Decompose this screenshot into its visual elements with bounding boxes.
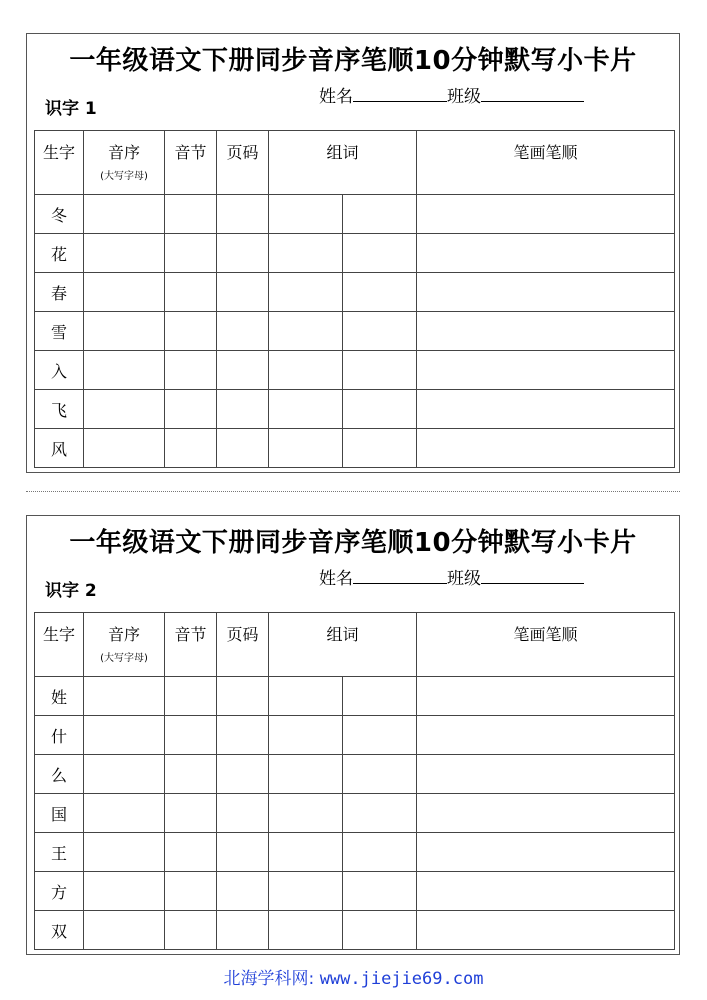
header-strokes: 笔画笔顺: [417, 131, 675, 195]
card-title: 一年级语文下册同步音序笔顺10分钟默写小卡片: [69, 528, 637, 558]
table-row: [35, 273, 675, 312]
word-cell-1[interactable]: [269, 755, 343, 794]
strokes-cell[interactable]: [417, 234, 675, 273]
footer-url[interactable]: www.jiejie69.com: [319, 969, 484, 989]
header-syllable: 音节: [165, 613, 217, 677]
word-cell-2[interactable]: [343, 312, 417, 351]
word-cell-2[interactable]: [343, 911, 417, 950]
pinyin-order-cell[interactable]: [84, 234, 165, 273]
page-cell[interactable]: [217, 755, 269, 794]
syllable-cell[interactable]: [165, 312, 217, 351]
pinyin-order-cell[interactable]: [84, 351, 165, 390]
table-row: [35, 351, 675, 390]
word-cell-2[interactable]: [343, 716, 417, 755]
syllable-cell[interactable]: [165, 911, 217, 950]
page-cell[interactable]: [217, 794, 269, 833]
class-field[interactable]: [481, 567, 584, 584]
char-cell: 花: [35, 234, 84, 273]
char-cell: 么: [35, 755, 84, 794]
word-cell-2[interactable]: [343, 755, 417, 794]
syllable-cell[interactable]: [165, 390, 217, 429]
word-cell-1[interactable]: [269, 312, 343, 351]
table-row: [35, 716, 675, 755]
word-cell-2[interactable]: [343, 351, 417, 390]
name-field[interactable]: [353, 567, 447, 584]
pinyin-order-cell[interactable]: [84, 911, 165, 950]
table-row: [35, 429, 675, 468]
syllable-cell[interactable]: [165, 794, 217, 833]
syllable-cell[interactable]: [165, 833, 217, 872]
pinyin-order-cell[interactable]: [84, 429, 165, 468]
pinyin-order-cell[interactable]: [84, 755, 165, 794]
pinyin-order-cell[interactable]: [84, 390, 165, 429]
char-cell: 冬: [35, 195, 84, 234]
header-words: 组词: [269, 131, 417, 195]
page-cell[interactable]: [217, 429, 269, 468]
header-pinyin-order-note: (大写字母): [100, 653, 148, 664]
footer-site-name: 北海学科网:: [223, 969, 315, 989]
strokes-cell[interactable]: [417, 794, 675, 833]
name-label: 姓名: [319, 87, 353, 107]
char-cell: 雪: [35, 312, 84, 351]
pinyin-order-cell[interactable]: [84, 794, 165, 833]
word-cell-2[interactable]: [343, 677, 417, 716]
strokes-cell[interactable]: [417, 351, 675, 390]
page-cell[interactable]: [217, 833, 269, 872]
header-syllable: 音节: [165, 131, 217, 195]
class-field[interactable]: [481, 85, 584, 102]
table-row: [35, 833, 675, 872]
name-field[interactable]: [353, 85, 447, 102]
header-pinyin-order: [84, 613, 165, 677]
strokes-cell[interactable]: [417, 833, 675, 872]
header-row: [35, 131, 675, 195]
word-cell-1[interactable]: [269, 234, 343, 273]
strokes-cell[interactable]: [417, 872, 675, 911]
word-cell-1[interactable]: [269, 351, 343, 390]
pinyin-order-cell[interactable]: [84, 195, 165, 234]
page-cell[interactable]: [217, 234, 269, 273]
page-cell[interactable]: [217, 312, 269, 351]
dictation-table: [34, 130, 675, 468]
dictation-card-2: [26, 515, 680, 955]
header-page: 页码: [217, 613, 269, 677]
student-info: [319, 564, 584, 589]
word-cell-2[interactable]: [343, 872, 417, 911]
word-cell-2[interactable]: [343, 833, 417, 872]
char-cell: 王: [35, 833, 84, 872]
page-cell[interactable]: [217, 195, 269, 234]
header-pinyin-order: [84, 131, 165, 195]
char-cell: 姓: [35, 677, 84, 716]
word-cell-1[interactable]: [269, 677, 343, 716]
word-cell-2[interactable]: [343, 234, 417, 273]
word-cell-1[interactable]: [269, 390, 343, 429]
lesson-label: 识字 2: [45, 581, 97, 601]
header-char: 生字: [35, 613, 84, 677]
strokes-cell[interactable]: [417, 312, 675, 351]
char-cell: 入: [35, 351, 84, 390]
syllable-cell[interactable]: [165, 195, 217, 234]
syllable-cell[interactable]: [165, 429, 217, 468]
word-cell-1[interactable]: [269, 429, 343, 468]
table-row: [35, 911, 675, 950]
strokes-cell[interactable]: [417, 429, 675, 468]
cut-line: [26, 491, 680, 492]
table-row: [35, 390, 675, 429]
table-row: [35, 872, 675, 911]
header-words: 组词: [269, 613, 417, 677]
char-cell: 春: [35, 273, 84, 312]
header-page: 页码: [217, 131, 269, 195]
class-label: 班级: [447, 569, 481, 589]
pinyin-order-cell[interactable]: [84, 312, 165, 351]
page-cell[interactable]: [217, 677, 269, 716]
strokes-cell[interactable]: [417, 755, 675, 794]
footer-watermark: [0, 964, 707, 989]
word-cell-1[interactable]: [269, 872, 343, 911]
pinyin-order-cell[interactable]: [84, 677, 165, 716]
page-cell[interactable]: [217, 911, 269, 950]
strokes-cell[interactable]: [417, 273, 675, 312]
page-cell[interactable]: [217, 273, 269, 312]
word-cell-1[interactable]: [269, 195, 343, 234]
syllable-cell[interactable]: [165, 273, 217, 312]
header-pinyin-order-label: 音序: [107, 625, 140, 644]
table-row: [35, 312, 675, 351]
char-cell: 风: [35, 429, 84, 468]
syllable-cell[interactable]: [165, 234, 217, 273]
strokes-cell[interactable]: [417, 195, 675, 234]
word-cell-2[interactable]: [343, 390, 417, 429]
word-cell-2[interactable]: [343, 429, 417, 468]
header-row: [35, 613, 675, 677]
word-cell-1[interactable]: [269, 273, 343, 312]
strokes-cell[interactable]: [417, 716, 675, 755]
pinyin-order-cell[interactable]: [84, 833, 165, 872]
strokes-cell[interactable]: [417, 911, 675, 950]
pinyin-order-cell[interactable]: [84, 716, 165, 755]
table-row: [35, 234, 675, 273]
header-char: 生字: [35, 131, 84, 195]
word-cell-2[interactable]: [343, 273, 417, 312]
table-row: [35, 794, 675, 833]
word-cell-2[interactable]: [343, 195, 417, 234]
pinyin-order-cell[interactable]: [84, 273, 165, 312]
word-cell-2[interactable]: [343, 794, 417, 833]
word-cell-1[interactable]: [269, 794, 343, 833]
name-label: 姓名: [319, 569, 353, 589]
header-strokes: 笔画笔顺: [417, 613, 675, 677]
syllable-cell[interactable]: [165, 872, 217, 911]
header-pinyin-order-label: 音序: [107, 143, 140, 162]
table-row: [35, 677, 675, 716]
card-title: 一年级语文下册同步音序笔顺10分钟默写小卡片: [69, 46, 637, 76]
page-cell[interactable]: [217, 716, 269, 755]
char-cell: 国: [35, 794, 84, 833]
syllable-cell[interactable]: [165, 755, 217, 794]
dictation-table: [34, 612, 675, 950]
char-cell: 飞: [35, 390, 84, 429]
syllable-cell[interactable]: [165, 351, 217, 390]
dictation-card-1: [26, 33, 680, 473]
char-cell: 方: [35, 872, 84, 911]
header-pinyin-order-note: (大写字母): [100, 171, 148, 182]
page-cell[interactable]: [217, 390, 269, 429]
table-row: [35, 195, 675, 234]
word-cell-1[interactable]: [269, 911, 343, 950]
char-cell: 双: [35, 911, 84, 950]
class-label: 班级: [447, 87, 481, 107]
student-info: [319, 82, 584, 107]
word-cell-1[interactable]: [269, 716, 343, 755]
word-cell-1[interactable]: [269, 833, 343, 872]
syllable-cell[interactable]: [165, 716, 217, 755]
char-cell: 什: [35, 716, 84, 755]
lesson-label: 识字 1: [45, 99, 97, 119]
syllable-cell[interactable]: [165, 677, 217, 716]
strokes-cell[interactable]: [417, 390, 675, 429]
table-row: [35, 755, 675, 794]
strokes-cell[interactable]: [417, 677, 675, 716]
page-cell[interactable]: [217, 872, 269, 911]
pinyin-order-cell[interactable]: [84, 872, 165, 911]
page-cell[interactable]: [217, 351, 269, 390]
